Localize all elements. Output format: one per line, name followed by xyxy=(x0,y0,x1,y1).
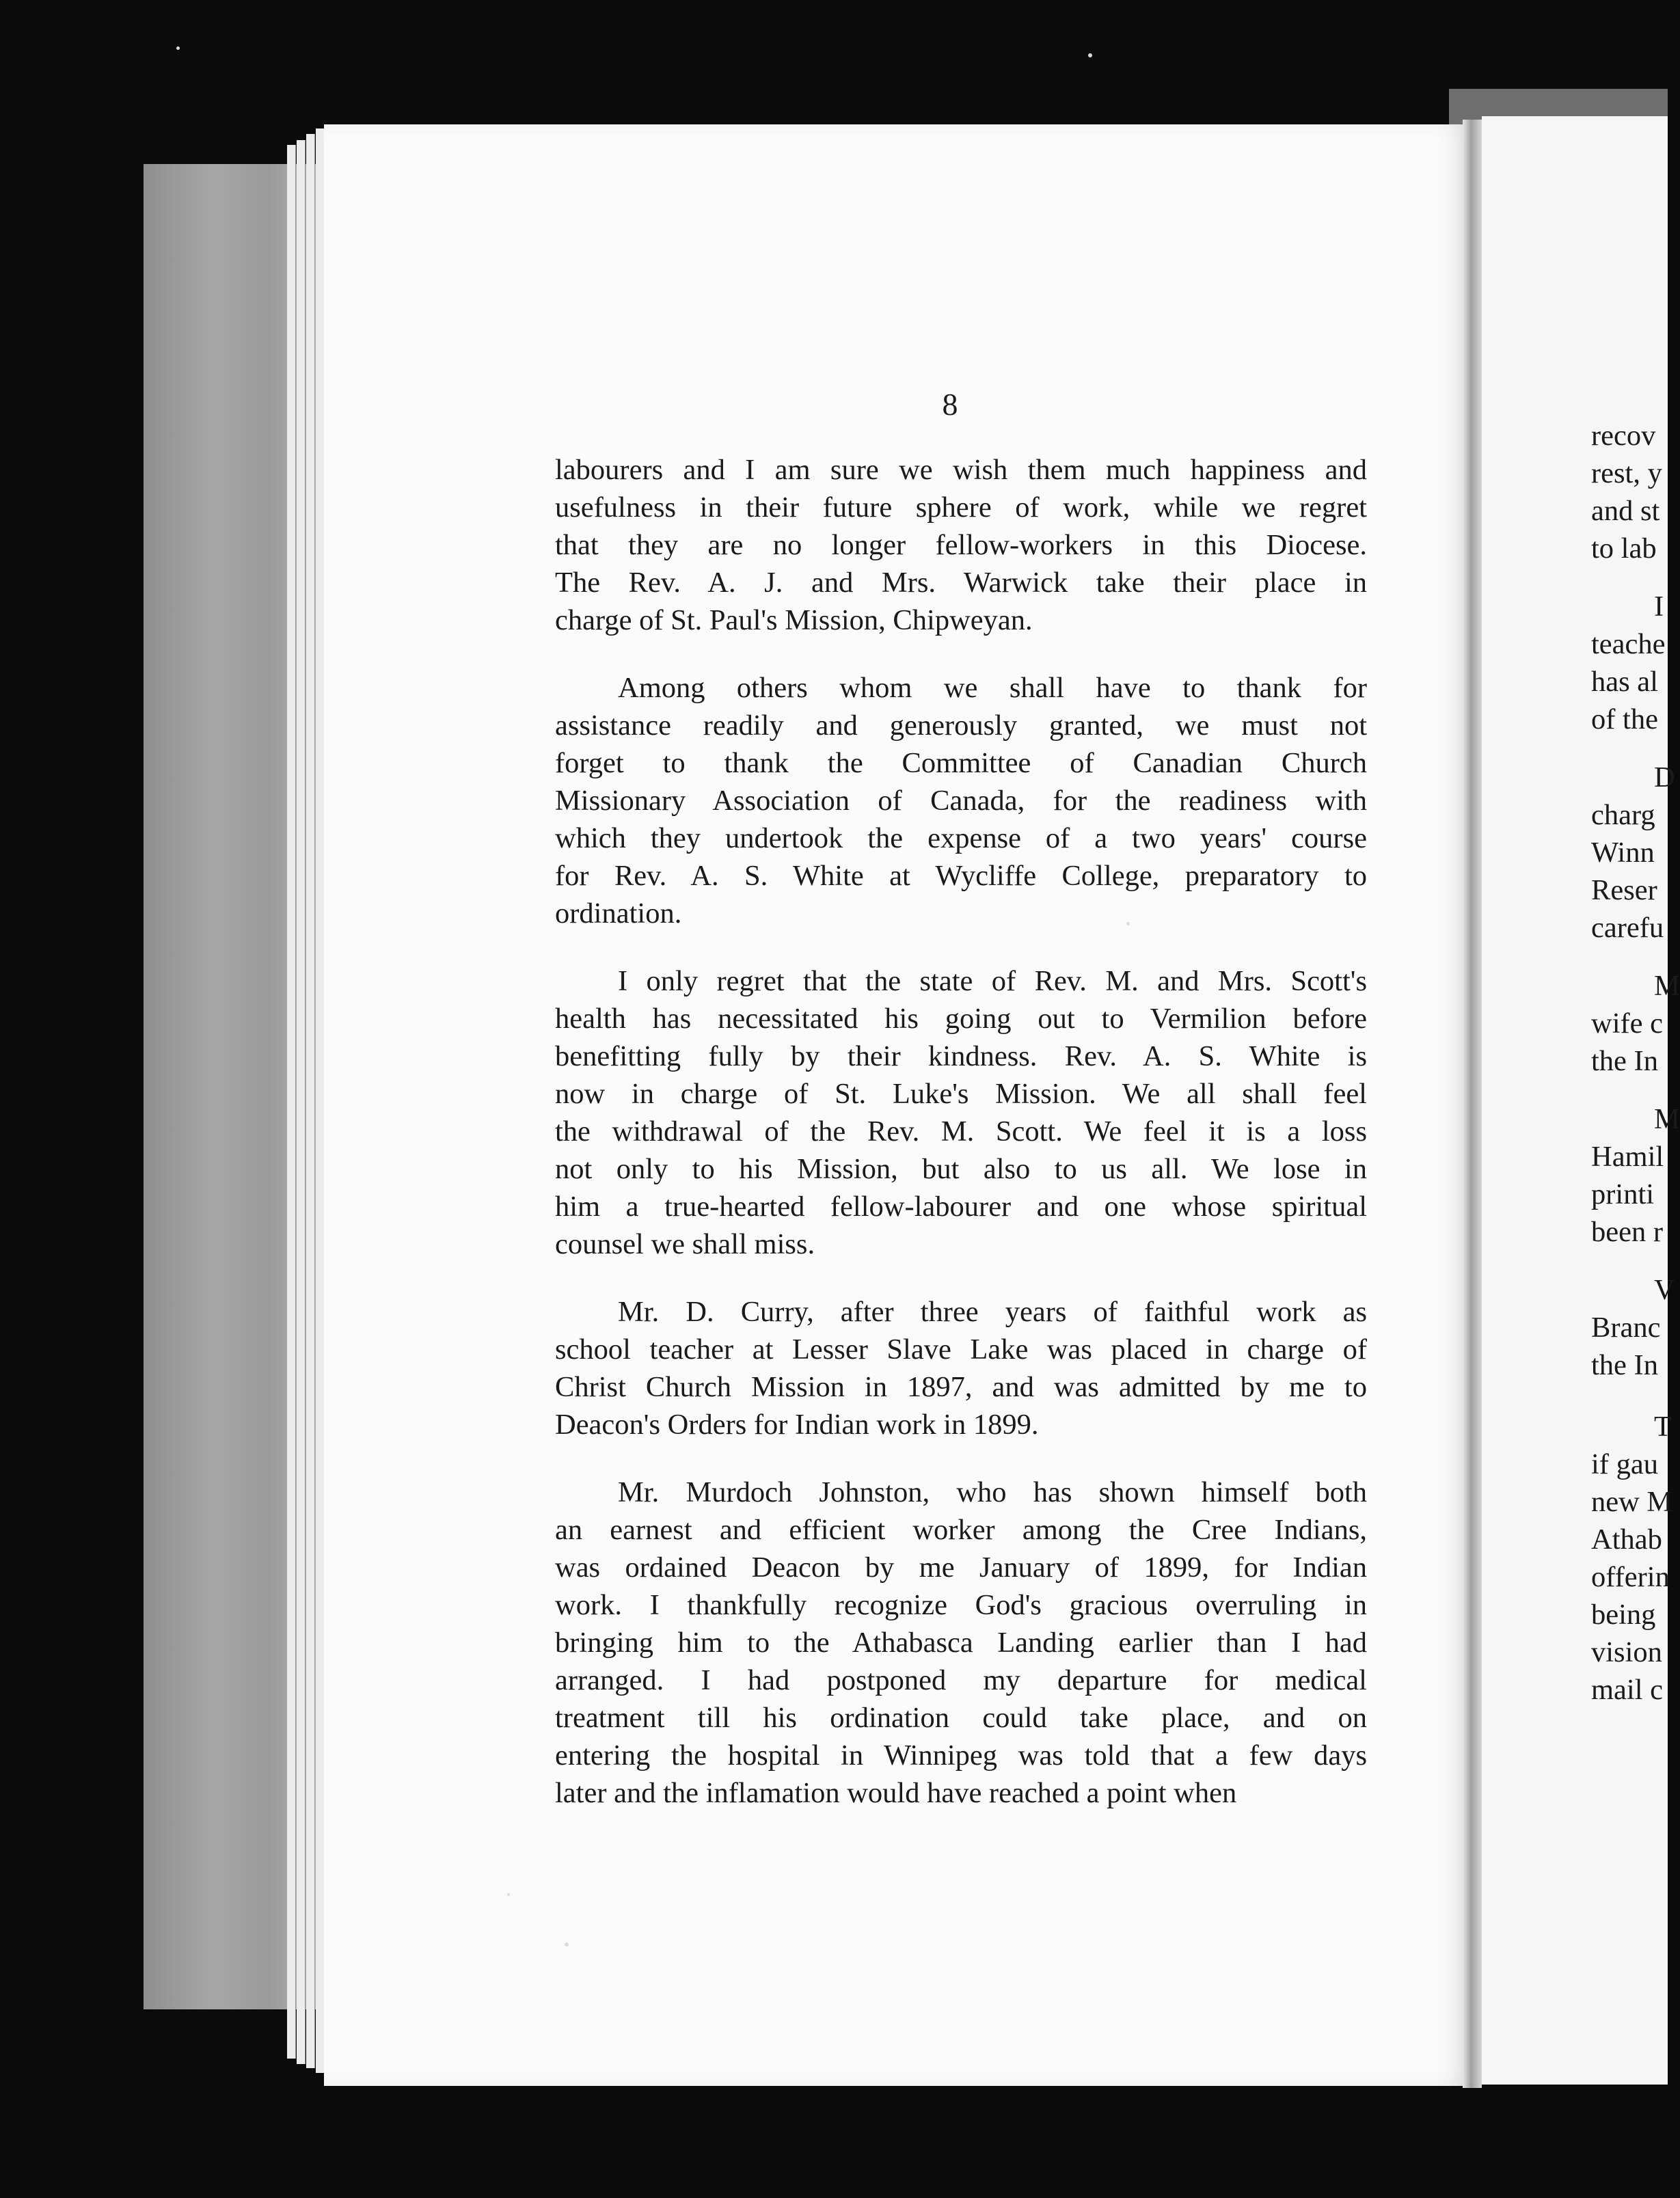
right-page-line: mail c xyxy=(1591,1674,1664,1706)
text-line: bringing him to the Athabasca Landing earlier than I had xyxy=(555,1627,1367,1659)
page-number: 8 xyxy=(942,387,958,422)
text-line: work. I thankfully recognize God's gracious overruling in xyxy=(555,1589,1367,1621)
page-edge xyxy=(306,134,315,2068)
text-line: later and the inflamation would have reached a point when xyxy=(555,1777,1237,1809)
text-line: him a true-hearted fellow-labourer and one whose spiritual xyxy=(555,1191,1367,1223)
text-line: not only to his Mission, but also to us all. We lose in xyxy=(555,1153,1367,1185)
text-line: the withdrawal of the Rev. M. Scott. We feel it is a loss xyxy=(555,1115,1367,1148)
page-edge xyxy=(297,140,306,2064)
right-page-line: Reser xyxy=(1591,874,1657,906)
text-line: which they undertook the expense of a two years' course xyxy=(555,822,1367,854)
paper-speck xyxy=(176,46,180,50)
text-line: that they are no longer fellow-workers in this Diocese. xyxy=(555,529,1367,561)
text-line: now in charge of St. Luke's Mission. We all shall feel xyxy=(555,1078,1367,1110)
right-page-line: of the xyxy=(1591,703,1658,735)
text-line: an earnest and efficient worker among the Cree Indians, xyxy=(555,1514,1367,1546)
text-line: health has necessitated his going out to Vermilion before xyxy=(555,1003,1367,1035)
text-line: entering the hospital in Winnipeg was told that a few days xyxy=(555,1739,1367,1772)
right-page-line: and st xyxy=(1591,495,1660,527)
right-page-line: printi xyxy=(1591,1178,1655,1210)
text-line: school teacher at Lesser Slave Lake was placed in charge of xyxy=(555,1333,1367,1366)
text-line: Mr. Murdoch Johnston, who has shown himself both xyxy=(618,1476,1367,1508)
text-line: arranged. I had postponed my departure for medical xyxy=(555,1664,1367,1696)
right-page-line: T xyxy=(1654,1411,1672,1443)
text-line: The Rev. A. J. and Mrs. Warwick take their place in xyxy=(555,567,1367,599)
text-line: forget to thank the Committee of Canadian Church xyxy=(555,747,1367,779)
right-page-line: Hamil xyxy=(1591,1141,1664,1173)
text-line: benefitting fully by their kindness. Rev. A. S. White is xyxy=(555,1040,1367,1072)
right-page-line: wife c xyxy=(1591,1007,1664,1040)
paper-speck xyxy=(1088,53,1092,57)
paper-speck xyxy=(507,1893,510,1896)
right-page-line: the In xyxy=(1591,1349,1658,1381)
right-page-line: being xyxy=(1591,1599,1656,1631)
text-line: charge of St. Paul's Mission, Chipweyan. xyxy=(555,604,1033,636)
right-page-line: I xyxy=(1654,591,1664,623)
text-line: usefulness in their future sphere of work, while we regret xyxy=(555,491,1367,524)
text-line: counsel we shall miss. xyxy=(555,1228,815,1260)
right-page xyxy=(1482,116,1668,2085)
text-line: assistance readily and generously granted, we must not xyxy=(555,709,1367,742)
text-line: Missionary Association of Canada, for the readiness with xyxy=(555,785,1367,817)
right-page-line: carefu xyxy=(1591,912,1664,944)
text-line: ordination. xyxy=(555,897,682,930)
text-line: treatment till his ordination could take place, and on xyxy=(555,1702,1367,1734)
body-text xyxy=(555,451,1367,1812)
right-page-line: new M xyxy=(1591,1486,1673,1518)
page-edge xyxy=(287,145,296,2059)
text-line: I only regret that the state of Rev. M. and Mrs. Scott's xyxy=(618,965,1367,997)
text-line: Mr. D. Curry, after three years of faithful work as xyxy=(618,1296,1367,1328)
right-page-line: if gau xyxy=(1591,1448,1658,1480)
right-page-line: offerin xyxy=(1591,1561,1670,1593)
right-page-line: Athab xyxy=(1591,1523,1662,1556)
right-page-line: the In xyxy=(1591,1045,1658,1077)
right-page-line: vision xyxy=(1591,1636,1662,1668)
right-page-line: V xyxy=(1654,1274,1675,1306)
right-page-line: D xyxy=(1654,761,1675,793)
right-page-line: teache xyxy=(1591,628,1666,660)
paper-speck xyxy=(565,1942,569,1946)
right-page-line: recov xyxy=(1591,420,1656,452)
right-page-line: rest, y xyxy=(1591,457,1662,489)
book-gutter xyxy=(1463,120,1482,2088)
text-line: Among others whom we shall have to thank for xyxy=(618,672,1367,704)
text-line: labourers and I am sure we wish them much happiness and xyxy=(555,454,1367,486)
text-line: Deacon's Orders for Indian work in 1899. xyxy=(555,1409,1039,1441)
right-page-line: Winn xyxy=(1591,837,1655,869)
right-page-line: M xyxy=(1654,1103,1680,1135)
right-page-line: M xyxy=(1654,970,1680,1002)
right-page-line: been r xyxy=(1591,1216,1664,1248)
right-page-line: Branc xyxy=(1591,1312,1661,1344)
text-line: Christ Church Mission in 1897, and was admitted by me to xyxy=(555,1371,1367,1403)
text-line: was ordained Deacon by me January of 1899, for Indian xyxy=(555,1551,1367,1584)
text-line: for Rev. A. S. White at Wycliffe College, preparatory to xyxy=(555,860,1367,892)
right-page-line: to lab xyxy=(1591,532,1657,565)
right-page-line: charg xyxy=(1591,799,1655,831)
right-page-line: has al xyxy=(1591,666,1658,698)
